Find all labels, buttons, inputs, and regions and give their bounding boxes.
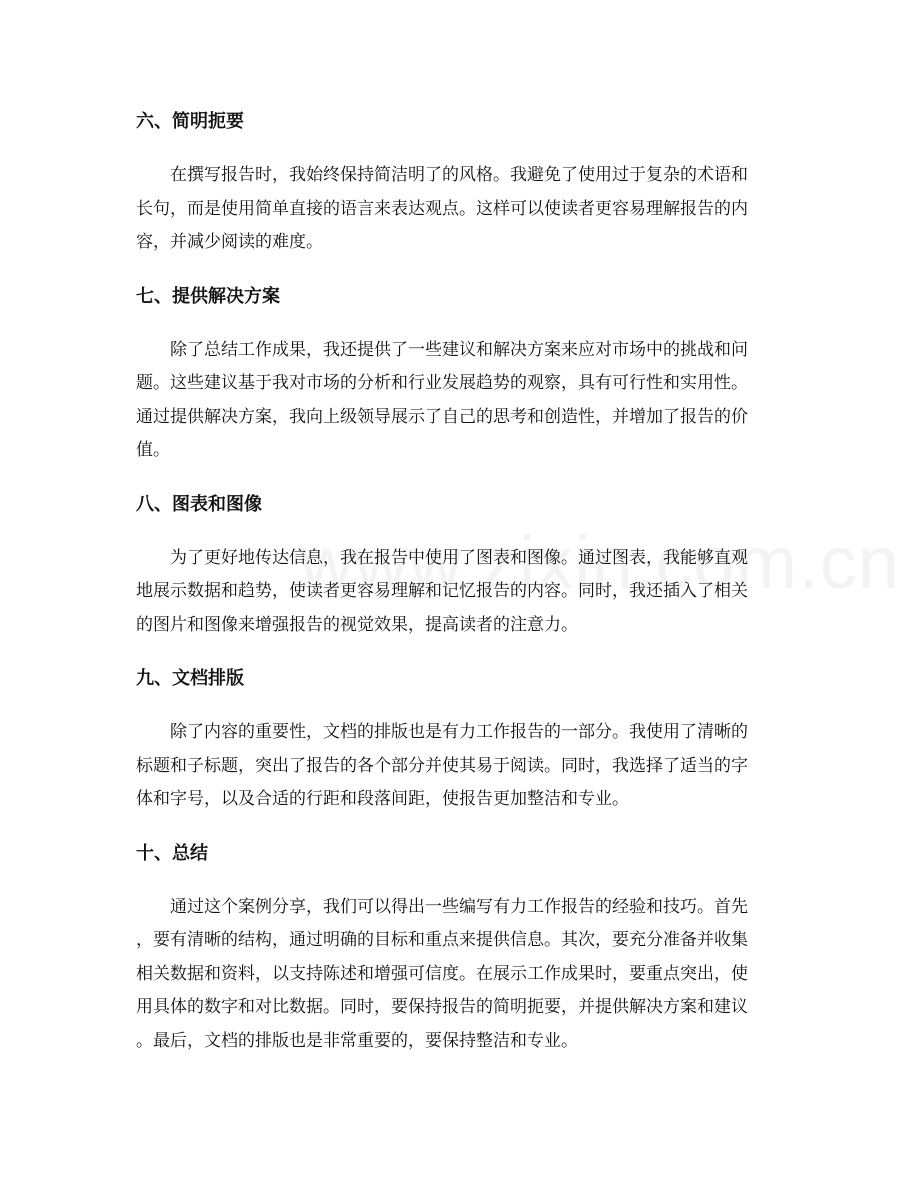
section-heading: 七、提供解决方案 [136,285,280,307]
paragraph-line: 除了内容的重要性，文档的排版也是有力工作报告的一部分。我使用了清晰的 [170,722,748,742]
section-heading: 九、文档排版 [136,668,244,689]
paragraph-line: 值。 [136,440,170,460]
section-heading: 十、总结 [136,842,208,864]
paragraph-line: 除了总结工作成果，我还提供了一些建议和解决方案来应对市场中的挑战和问 [170,339,748,360]
paragraph-line: 标题和子标题，突出了报告的各个部分并使其易于阅读。同时，我选择了适当的字 [136,755,748,776]
paragraph-line: 通过提供解决方案，我向上级领导展示了自己的思考和创造性，并增加了报告的价 [136,406,748,427]
paragraph-line: ，要有清晰的结构，通过明确的目标和重点来提供信息。其次，要充分准备并收集 [136,930,748,950]
paragraph-line: 用具体的数字和对比数据。同时，要保持报告的简明扼要，并提供解决方案和建议 [136,997,748,1017]
paragraph-line: 体和字号，以及合适的行距和段落间距，使报告更加整洁和专业。 [136,789,629,809]
section-paragraph [136,542,788,643]
paragraph-line: 相关数据和资料，以支持陈述和增强可信度。在展示工作成果时，要重点突出，使 [136,963,748,984]
paragraph-line: 。最后，文档的排版也是非常重要的，要保持整洁和专业。 [136,1030,578,1051]
section-charts-images [136,487,788,643]
paragraph-line: 地展示数据和趋势，使读者更容易理解和记忆报告的内容。同时，我还插入了相关 [136,581,748,601]
section-paragraph [136,716,788,817]
paragraph-line: 题。这些建议基于我对市场的分析和行业发展趋势的观察，具有可行性和实用性。 [136,373,748,393]
paragraph-line: 通过这个案例分享，我们可以得出一些编写有力工作报告的经验和技巧。首先 [170,896,748,917]
section-summary [136,836,788,1059]
section-solutions [136,279,788,468]
section-heading: 六、简明扼要 [136,111,244,132]
paragraph-line: 为了更好地传达信息，我在报告中使用了图表和图像。通过图表，我能够直观 [170,547,748,568]
section-paragraph [136,334,788,468]
paragraph-line: 在撰写报告时，我始终保持简洁明了的风格。我避免了使用过于复杂的术语和 [170,165,748,185]
section-heading: 八、图表和图像 [136,493,262,515]
document-body [136,104,788,1058]
paragraph-line: 的图片和图像来增强报告的视觉效果，提高读者的注意力。 [136,614,578,635]
paragraph-line: 长句，而是使用简单直接的语言来表达观点。这样可以使读者更容易理解报告的内 [136,198,748,219]
section-paragraph [136,891,788,1059]
section-paragraph [136,159,788,260]
section-concise [136,104,788,260]
paragraph-line: 容，并减少阅读的难度。 [136,232,323,252]
section-typesetting [136,661,788,817]
